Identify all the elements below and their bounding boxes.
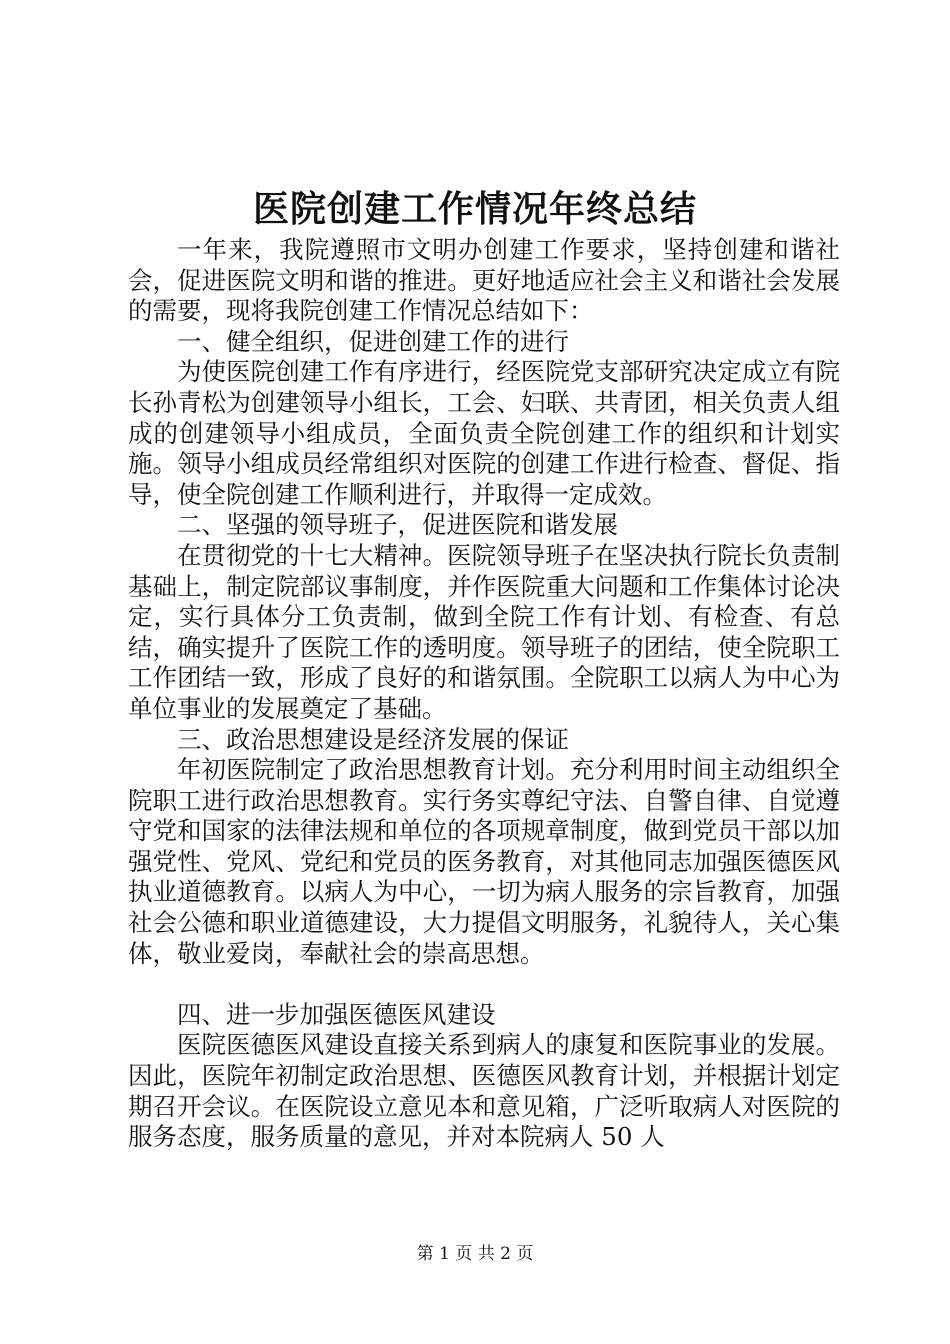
- section-heading-1: 一、健全组织，促进创建工作的进行: [177, 326, 569, 356]
- section-heading-2: 二、坚强的领导班子，促进医院和谐发展: [177, 510, 618, 540]
- paragraph-section-1: 为使医院创建工作有序进行，经医院党支部研究决定成立有院长孙青松为创建领导小组长，工会、妇联、共青团，相关负责人组成的创建领导小组成员，全面负责全院创建工作的组织和计划实施。领导小组成员经常组织对医院的创建工作进行检查、督促、指导，使全院创建工作顺利进行，并取得一定成效。: [128, 357, 840, 509]
- document-title: 医院创建工作情况年终总结: [252, 188, 697, 230]
- page-footer: 第 1 页 共 2 页: [416, 1244, 534, 1264]
- paragraph-section-2: 在贯彻党的十七大精神。医院领导班子在坚决执行院长负责制基础上，制定院部议事制度，并作医院重大问题和工作集体讨论决定，实行具体分工负责制，做到全院工作有计划、有检查、有总结，确实提升了医院工作的透明度。领导班子的团结，使全院职工工作团结一致，形成了良好的和谐氛围。全院职工以病人为中心为单位事业的发展奠定了基础。: [128, 540, 840, 723]
- section-heading-3: 三、政治思想建设是经济发展的保证: [177, 724, 569, 754]
- paragraph-section-4: 医院医德医风建设直接关系到病人的康复和医院事业的发展。因此，医院年初制定政治思想、医德医风教育计划，并根据计划定期召开会议。在医院设立意见本和意见箱，广泛听取病人对医院的服务态度，服务质量的意见，并对本院病人 50 人: [128, 1030, 840, 1152]
- section-heading-4: 四、进一步加强医德医风建设: [177, 999, 496, 1029]
- paragraph-section-3: 年初医院制定了政治思想教育计划。充分利用时间主动组织全院职工进行政治思想教育。实行务实尊纪守法、自警自律、自觉遵守党和国家的法律法规和单位的各项规章制度，做到党员干部以加强党性、党风、党纪和党员的医务教育，对其他同志加强医德医风执业道德教育。以病人为中心，一切为病人服务的宗旨教育，加强社会公德和职业道德建设，大力提倡文明服务，礼貌待人，关心集体，敬业爱岗，奉献社会的崇高思想。: [128, 755, 840, 968]
- paragraph-intro: 一年来，我院遵照市文明办创建工作要求，坚持创建和谐社会，促进医院文明和谐的推进。更好地适应社会主义和谐社会发展的需要，现将我院创建工作情况总结如下：: [128, 235, 840, 326]
- document-body: [128, 235, 840, 1153]
